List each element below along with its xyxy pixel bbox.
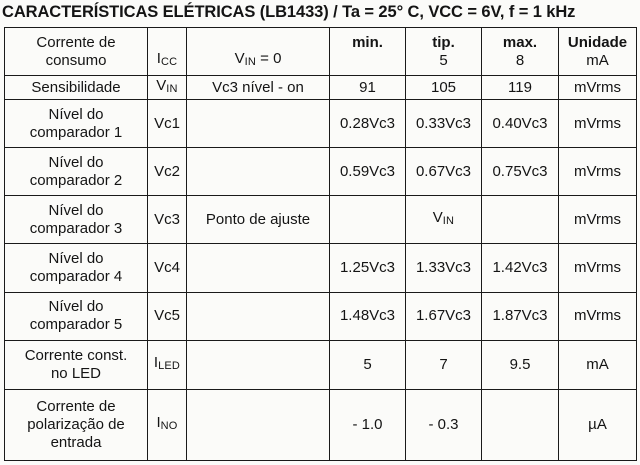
param-line: Nível do	[48, 298, 104, 316]
symbol-subscript: LED	[158, 360, 181, 373]
param-line: entrada	[50, 433, 102, 451]
param-line: comparador 3	[29, 219, 123, 237]
header-param-line: consumo	[45, 51, 107, 69]
unit-cell: µA	[559, 389, 637, 460]
header-unit-cell	[559, 28, 637, 76]
param-cell	[5, 76, 148, 100]
tip-cell	[406, 292, 482, 340]
condition-cell	[187, 340, 330, 389]
table-row	[5, 100, 637, 148]
symbol-cell	[148, 340, 187, 389]
param-cell	[5, 389, 148, 460]
tip-main: 105	[430, 78, 457, 96]
table-row	[5, 292, 637, 340]
symbol-subscript: IN	[166, 83, 178, 96]
header-unit-value: mA	[586, 51, 609, 69]
condition-cell	[187, 244, 330, 292]
param-cell	[5, 292, 148, 340]
header-min-value	[332, 52, 403, 70]
table-row	[5, 148, 637, 196]
symbol-subscript: NO	[160, 420, 178, 433]
param-cell	[5, 340, 148, 389]
table-title: CARACTERÍSTICAS ELÉTRICAS (LB1433) / Ta = 25° C, VCC = 6V, f = 1 kHz	[2, 3, 576, 21]
symbol-main: I	[156, 414, 161, 432]
param-line: Corrente const.	[24, 346, 128, 364]
max-cell	[482, 389, 559, 460]
param-line: Nível do	[48, 250, 104, 268]
header-min-label: min.	[352, 33, 383, 51]
param-line: Nível do	[48, 105, 104, 123]
condition-subscript: IN	[244, 56, 256, 69]
param-line: Nível do	[48, 153, 104, 171]
symbol-cell	[148, 389, 187, 460]
condition-cell	[187, 148, 330, 196]
unit-cell: mVrms	[559, 196, 637, 244]
symbol-main: Vc3	[154, 210, 180, 228]
tip-subscript: IN	[442, 215, 455, 228]
symbol-main: V	[156, 77, 167, 95]
tip-main: V	[432, 209, 443, 227]
param-line: Corrente de	[36, 397, 116, 415]
unit-cell: mVrms	[559, 244, 637, 292]
param-cell	[5, 244, 148, 292]
tip-cell	[406, 100, 482, 148]
symbol-cell	[148, 76, 187, 100]
min-cell	[330, 196, 406, 244]
header-param-cell	[5, 28, 148, 76]
param-line: comparador 4	[29, 268, 123, 286]
symbol-subscript: CC	[160, 56, 178, 69]
unit-cell: mVrms	[559, 148, 637, 196]
min-cell: 1.48Vc3	[330, 292, 406, 340]
header-tip-label: tip.	[432, 33, 455, 51]
param-line: comparador 1	[29, 123, 123, 141]
table-row	[5, 196, 637, 244]
header-tip-value: 5	[439, 51, 448, 69]
electrical-characteristics-table	[4, 27, 637, 461]
condition-cell: Ponto de ajuste	[187, 196, 330, 244]
condition-cell: Vc3 nível - on	[187, 76, 330, 100]
symbol-main: Vc1	[154, 114, 180, 132]
param-line: polarização de	[27, 415, 125, 433]
max-cell: 9.5	[482, 340, 559, 389]
tip-cell	[406, 389, 482, 460]
symbol-main: Vc5	[154, 307, 180, 325]
symbol-cell	[148, 148, 187, 196]
min-cell: 1.25Vc3	[330, 244, 406, 292]
param-cell	[5, 100, 148, 148]
tip-cell	[406, 196, 482, 244]
tip-main: 0.33Vc3	[415, 114, 472, 132]
condition-cell	[187, 292, 330, 340]
tip-main: 0.67Vc3	[415, 162, 472, 180]
max-cell	[482, 196, 559, 244]
min-cell: 0.28Vc3	[330, 100, 406, 148]
param-cell	[5, 196, 148, 244]
header-param-line: Corrente de	[36, 33, 116, 51]
symbol-main: Vc4	[154, 259, 180, 277]
symbol-cell	[148, 196, 187, 244]
min-cell: 91	[330, 76, 406, 100]
header-max-value: 8	[515, 51, 525, 69]
min-cell: 0.59Vc3	[330, 148, 406, 196]
symbol-cell	[148, 244, 187, 292]
max-cell: 0.40Vc3	[482, 100, 559, 148]
unit-cell: mA	[559, 340, 637, 389]
tip-main: 1.33Vc3	[415, 259, 472, 277]
tip-cell	[406, 340, 482, 389]
condition-rest: = 0	[255, 50, 282, 68]
unit-cell: mVrms	[559, 76, 637, 100]
header-max-cell	[482, 28, 559, 76]
symbol-main: I	[153, 354, 159, 372]
max-cell: 1.42Vc3	[482, 244, 559, 292]
symbol-main: I	[156, 50, 161, 68]
max-cell: 1.87Vc3	[482, 292, 559, 340]
table-header-row	[5, 28, 637, 76]
tip-cell	[406, 244, 482, 292]
table-row	[5, 76, 637, 100]
param-line: comparador 2	[29, 171, 123, 189]
tip-main: 1.67Vc3	[415, 307, 472, 325]
symbol-main: Vc2	[154, 162, 180, 180]
table-row	[5, 389, 637, 460]
tip-main: - 0.3	[428, 415, 459, 433]
tip-main: 7	[439, 355, 448, 373]
tip-cell	[406, 76, 482, 100]
max-cell: 119	[482, 76, 559, 100]
condition-cell	[187, 389, 330, 460]
header-symbol-cell	[148, 28, 187, 76]
max-cell: 0.75Vc3	[482, 148, 559, 196]
table-row	[5, 244, 637, 292]
unit-cell: mVrms	[559, 100, 637, 148]
symbol-cell	[148, 292, 187, 340]
param-line: comparador 5	[29, 316, 123, 334]
symbol-cell	[148, 100, 187, 148]
unit-cell: mVrms	[559, 292, 637, 340]
min-cell: 5	[330, 340, 406, 389]
param-line: no LED	[50, 364, 102, 382]
header-min-cell	[330, 28, 406, 76]
param-line: Sensibilidade	[31, 78, 121, 96]
header-max-label: max.	[502, 33, 538, 51]
tip-cell	[406, 148, 482, 196]
table-row	[5, 340, 637, 389]
param-cell	[5, 148, 148, 196]
header-tip-cell	[406, 28, 482, 76]
param-line: Nível do	[48, 201, 104, 219]
condition-cell	[187, 100, 330, 148]
header-condition-cell	[187, 28, 330, 76]
header-unit-label: Unidade	[567, 33, 628, 51]
condition-main: V	[234, 50, 245, 68]
min-cell: - 1.0	[330, 389, 406, 460]
